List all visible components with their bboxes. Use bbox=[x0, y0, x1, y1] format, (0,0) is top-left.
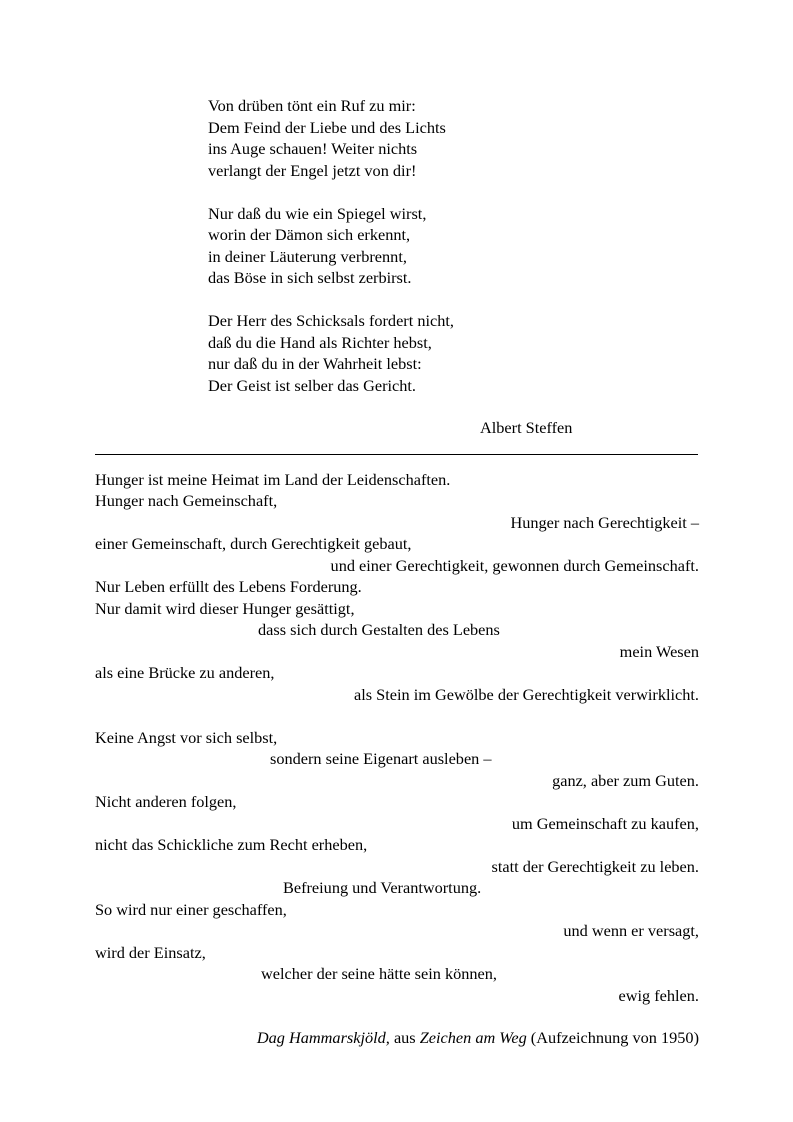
poem-line: worin der Dämon sich erkennt, bbox=[208, 225, 411, 244]
attribution-author: Dag Hammarskjöld, bbox=[256, 1028, 390, 1047]
prose-line: einer Gemeinschaft, durch Gerechtigkeit gebaut, bbox=[95, 534, 412, 553]
poem-line: Nur daß du wie ein Spiegel wirst, bbox=[208, 204, 427, 223]
prose-line: als Stein im Gewölbe der Gerechtigkeit verwirklicht. bbox=[354, 685, 699, 704]
prose-line: mein Wesen bbox=[619, 642, 699, 661]
prose-line: Hunger nach Gerechtigkeit – bbox=[510, 513, 699, 532]
poem-line: ins Auge schauen! Weiter nichts bbox=[208, 139, 418, 158]
prose-line: Nicht anderen folgen, bbox=[95, 792, 237, 811]
prose-line: So wird nur einer geschaffen, bbox=[95, 900, 287, 919]
poem-line: das Böse in sich selbst zerbirst. bbox=[208, 268, 412, 287]
prose-line: und einer Gerechtigkeit, gewonnen durch Gemeinschaft. bbox=[330, 556, 699, 575]
prose-line: dass sich durch Gestalten des Lebens bbox=[258, 620, 500, 639]
poem-author: Albert Steffen bbox=[480, 418, 573, 437]
divider bbox=[95, 454, 698, 455]
prose-line: nicht das Schickliche zum Recht erheben, bbox=[95, 835, 368, 854]
prose-line: Nur Leben erfüllt des Lebens Forderung. bbox=[95, 577, 362, 596]
attribution-connector: aus bbox=[389, 1028, 420, 1047]
poem-line: daß du die Hand als Richter hebst, bbox=[208, 333, 432, 352]
prose-line: Nur damit wird dieser Hunger gesättigt, bbox=[95, 599, 355, 618]
prose-line: und wenn er versagt, bbox=[563, 921, 699, 940]
prose-line: Keine Angst vor sich selbst, bbox=[95, 728, 278, 747]
poem-line: Dem Feind der Liebe und des Lichts bbox=[208, 118, 446, 137]
prose-line: Hunger nach Gemeinschaft, bbox=[95, 491, 278, 510]
prose-line: Befreiung und Verantwortung. bbox=[283, 878, 482, 897]
poem-line: Von drüben tönt ein Ruf zu mir: bbox=[208, 96, 416, 115]
poem-line: nur daß du in der Wahrheit lebst: bbox=[208, 354, 422, 373]
poem-line: Der Geist ist selber das Gericht. bbox=[208, 376, 416, 395]
prose-line: statt der Gerechtigkeit zu leben. bbox=[491, 857, 699, 876]
prose-line: ganz, aber zum Guten. bbox=[552, 771, 699, 790]
prose-line: Hunger ist meine Heimat im Land der Leidenschaften. bbox=[95, 470, 451, 489]
attribution bbox=[257, 1027, 699, 1048]
prose-line: wird der Einsatz, bbox=[95, 943, 206, 962]
prose-line: welcher der seine hätte sein können, bbox=[261, 964, 497, 983]
prose-line: um Gemeinschaft zu kaufen, bbox=[511, 814, 699, 833]
poem-line: verlangt der Engel jetzt von dir! bbox=[208, 161, 417, 180]
attribution-note: (Aufzeichnung von 1950) bbox=[526, 1028, 699, 1047]
poem-line: Der Herr des Schicksals fordert nicht, bbox=[208, 311, 454, 330]
prose-line: als eine Brücke zu anderen, bbox=[95, 663, 275, 682]
prose-line: sondern seine Eigenart ausleben – bbox=[270, 749, 492, 768]
prose-line: ewig fehlen. bbox=[618, 986, 699, 1005]
attribution-book: Zeichen am Weg bbox=[419, 1028, 527, 1047]
poem-line: in deiner Läuterung verbrennt, bbox=[208, 247, 407, 266]
